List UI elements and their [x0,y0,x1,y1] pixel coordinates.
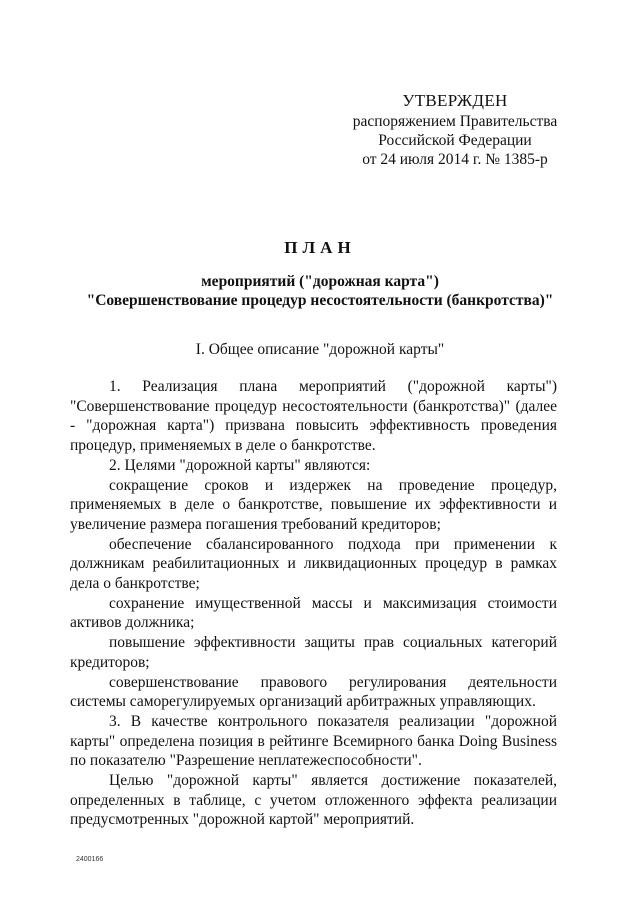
paragraph-goal-2: обеспечение сбалансированного подхода при применении к должникам реабилитационных и ликвидационных процедур в рамках дела о банкротстве; [70,535,557,593]
plan-subtitle-1: мероприятий ("дорожная карта") [201,273,439,290]
approval-line-1: распоряжением Правительства [352,113,558,130]
document-title-block [0,236,640,310]
paragraph-1: 1. Реализация плана мероприятий ("дорожной карты") "Совершенствование процедур несостоятельности (банкротства)" (далее - "дорожная карта") призвана повысить эффективность проведения процедур, применяемых в деле о банкротстве. [70,378,557,455]
section-heading: I. Общее описание "дорожной карты" [195,341,445,358]
document-body [70,377,557,830]
approval-stamp [320,90,590,169]
approval-line-3: от 24 июля 2014 г. № 1385-р [362,151,548,168]
paragraph-4: Целью "дорожной карты" является достижение показателей, определенных в таблице, с учетом отложенного эффекта реализации предусмотренных "дорожной картой" мероприятий. [70,772,557,829]
document-code: 2400166 [76,856,104,863]
plan-subtitle-2: "Совершенствование процедур несостоятельности (банкротства)" [86,292,554,309]
paragraph-2: 2. Целями "дорожной карты" являются: [109,456,371,474]
paragraph-3: 3. В качестве контрольного показателя реализации "дорожной карты" определена позиция в рейтинге Всемирного банка Doing Business по показателю "Разрешение неплатежеспособности". [70,712,557,770]
paragraph-goal-5: совершенствование правового регулирования деятельности системы саморегулируемых организаций арбитражных управляющих. [70,673,557,711]
approval-line-2: Российской Федерации [378,132,532,149]
paragraph-goal-3: сохранение имущественной массы и максимизация стоимости активов должника; [70,594,557,632]
paragraph-goal-4: повышение эффективности защиты прав социальных категорий кредиторов; [70,634,557,671]
approval-heading: УТВЕРЖДЕН [402,91,508,110]
paragraph-goal-1: сокращение сроков и издержек на проведение процедур, применяемых в деле о банкротстве, повышение их эффективности и увеличение размера погашения требований кредиторов; [70,476,557,533]
plan-title: ПЛАН [284,238,356,257]
